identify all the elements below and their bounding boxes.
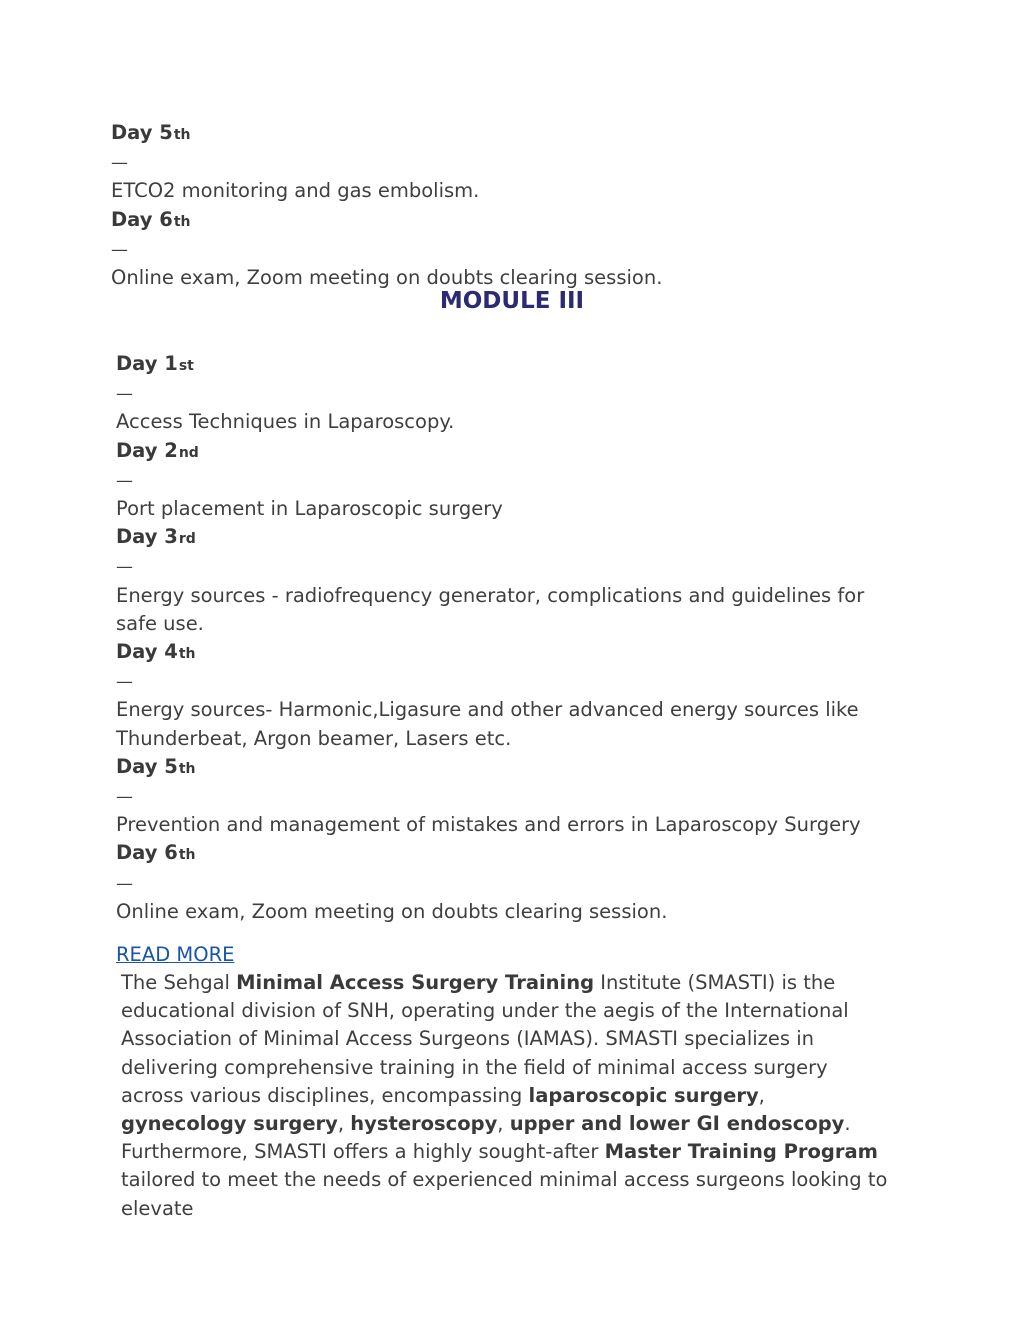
day-entry bbox=[116, 437, 896, 524]
day-heading: Day 5th bbox=[111, 121, 191, 144]
day-topic: Energy sources - radiofrequency generator, complications and guidelines for safe use. bbox=[116, 583, 865, 635]
module-title: MODULE III bbox=[439, 288, 585, 314]
day-heading: Day 4th bbox=[116, 640, 196, 664]
day-heading: Day 6th bbox=[111, 207, 191, 231]
day-heading: Day 3rd bbox=[116, 525, 196, 549]
about-paragraph: The Sehgal Minimal Access Surgery Training Institute (SMASTI) is the educational division of SNH, operating under the aegis of the International Association of Minimal Access Surgeons (IAMAS). SMASTI specializes in delivering comprehensive training in the field of minimal access surgery across various disciplines, encompassing laparoscopic surgery, gynecology surgery, hysteroscopy, upper and lower GI endoscopy. Furthermore, SMASTI offers a highly sought-after Master Training Program tailored to meet the needs of experienced minimal access surgeons looking to elevate bbox=[121, 971, 888, 1220]
module-3-schedule bbox=[116, 350, 896, 926]
day-entry bbox=[116, 839, 896, 926]
dash-separator: — bbox=[116, 384, 133, 405]
dash-separator: — bbox=[116, 787, 133, 808]
dash-separator: — bbox=[111, 239, 128, 260]
dash-separator: — bbox=[111, 153, 128, 174]
day-entry bbox=[111, 206, 891, 293]
dash-separator: — bbox=[116, 557, 133, 578]
day-heading: Day 1st bbox=[116, 352, 194, 375]
day-topic: Prevention and management of mistakes and errors in Laparoscopy Surgery bbox=[116, 813, 861, 837]
day-heading: Day 2nd bbox=[116, 438, 199, 462]
day-topic: ETCO2 monitoring and gas embolism. bbox=[111, 179, 480, 203]
day-heading: Day 6th bbox=[116, 841, 196, 865]
day-entry bbox=[116, 753, 896, 840]
day-topic: Energy sources- Harmonic,Ligasure and other advanced energy sources like Thunderbeat, Argon beamer, Lasers etc. bbox=[116, 698, 859, 750]
day-topic: Online exam, Zoom meeting on doubts clearing session. bbox=[116, 899, 668, 923]
day-entry bbox=[116, 638, 896, 753]
day-entry bbox=[116, 350, 896, 437]
day-entry bbox=[111, 119, 891, 206]
day-entry bbox=[116, 523, 896, 638]
dash-separator: — bbox=[116, 672, 133, 693]
day-heading: Day 5th bbox=[116, 754, 196, 778]
dash-separator: — bbox=[116, 470, 133, 491]
day-topic: Online exam, Zoom meeting on doubts clearing session. bbox=[111, 266, 663, 290]
dash-separator: — bbox=[116, 873, 133, 894]
day-topic: Port placement in Laparoscopic surgery bbox=[116, 497, 503, 521]
module-2-schedule bbox=[111, 119, 891, 292]
read-more-link[interactable]: READ MORE bbox=[116, 943, 235, 966]
day-topic: Access Techniques in Laparoscopy. bbox=[116, 410, 455, 434]
